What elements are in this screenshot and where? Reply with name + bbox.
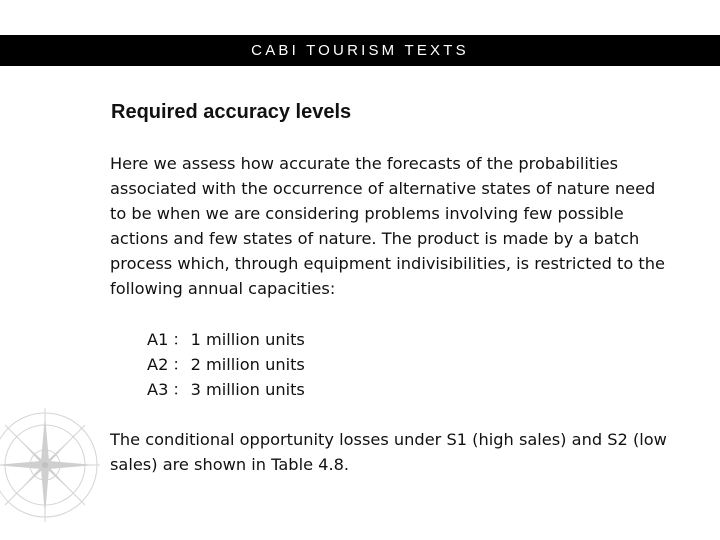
capacity-value: 3 million units bbox=[190, 380, 305, 399]
intro-paragraph: Here we assess how accurate the forecasts of the probabilities associated with the occurrence of alternative states of nature need to be when we are considering problems involving few possible actions and few states of nature. The product is made by a batch process which, through equipment indivisibilities, is restricted to the following annual capacities: bbox=[110, 154, 665, 298]
action-label: A2 bbox=[147, 355, 169, 374]
separator: ： bbox=[172, 355, 189, 374]
capacity-list bbox=[147, 327, 305, 402]
capacity-item bbox=[147, 352, 305, 377]
action-label: A1 bbox=[147, 330, 169, 349]
slide-heading: Required accuracy levels bbox=[111, 101, 352, 123]
header-banner bbox=[0, 35, 720, 66]
compass-rose-icon bbox=[0, 370, 110, 540]
banner-title: CABI TOURISM TEXTS bbox=[251, 42, 469, 59]
capacity-item bbox=[147, 377, 305, 402]
capacity-item bbox=[147, 327, 305, 352]
separator: ： bbox=[172, 330, 189, 349]
separator: ： bbox=[172, 380, 189, 399]
capacity-value: 1 million units bbox=[190, 330, 305, 349]
conclusion-paragraph: The conditional opportunity losses under S1 (high sales) and S2 (low sales) are shown in Table 4.8. bbox=[110, 430, 667, 474]
capacity-value: 2 million units bbox=[190, 355, 305, 374]
action-label: A3 bbox=[147, 380, 169, 399]
